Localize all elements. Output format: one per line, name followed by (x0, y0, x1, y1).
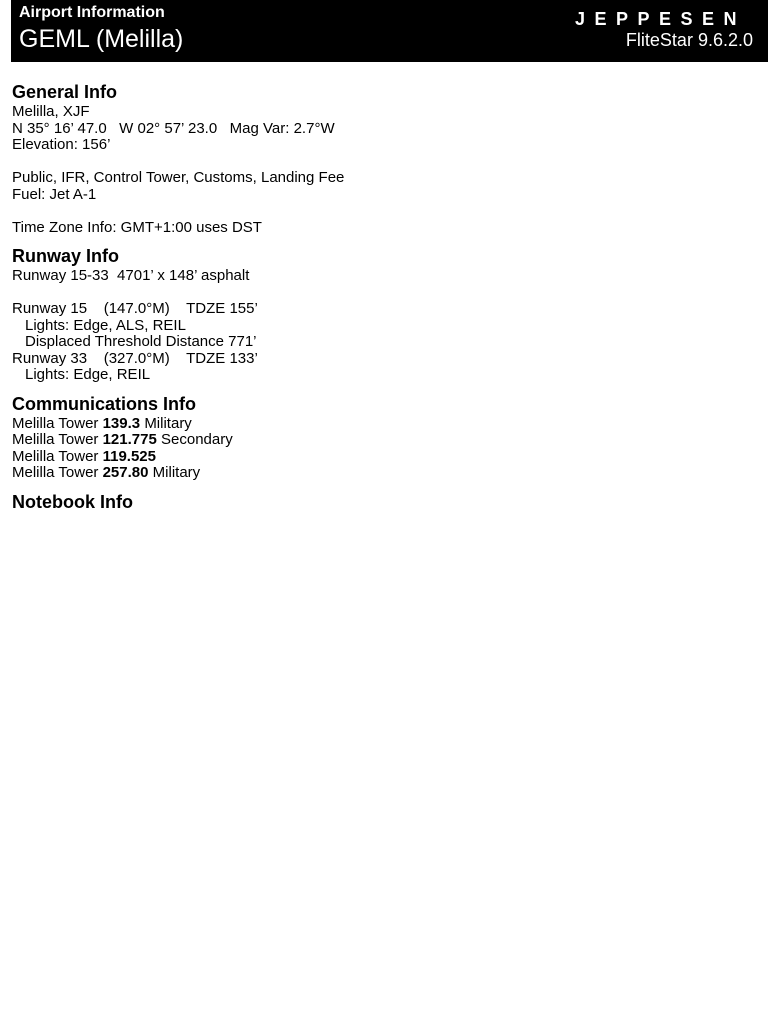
section-spacer (12, 482, 752, 490)
comm-frequency: 119.525 (102, 447, 156, 465)
comm-name: Melilla Tower (12, 464, 99, 481)
runway-summary: Runway 15-33 4701’ x 148’ asphalt (12, 267, 250, 284)
elevation-text: Elevation: 156’ (12, 136, 111, 153)
comm-name: Melilla Tower (12, 414, 99, 432)
runway-15-lights: Lights: Edge, ALS, REIL (25, 316, 186, 334)
spacer (12, 203, 752, 220)
runway-15-text: Runway 15 (147.0°M) TDZE 155’ (12, 300, 258, 317)
section-spacer (12, 236, 752, 244)
runway-33-text: Runway 33 (327.0°M) TDZE 133’ (12, 349, 258, 367)
general-info-section (12, 80, 752, 236)
comm-name: Melilla Tower (12, 447, 99, 465)
comm-note: Secondary (161, 431, 233, 448)
brand-logo: JEPPESEN (574, 9, 746, 29)
coordinates-text: N 35° 16’ 47.0 W 02° 57’ 23.0 Mag Var: 2.7°W (12, 119, 335, 137)
timezone-text: Time Zone Info: GMT+1:00 uses DST (12, 218, 262, 236)
runway-info-section (12, 244, 752, 384)
runway-15-displaced-threshold: Displaced Threshold Distance 771’ (25, 333, 257, 350)
comm-row (12, 416, 752, 433)
comm-row (12, 449, 752, 466)
city-text: Melilla, XJF (12, 103, 90, 120)
comm-name: Melilla Tower (12, 431, 99, 448)
comm-note: Military (152, 464, 201, 481)
attributes-text: Public, IFR, Control Tower, Customs, Landing Fee (12, 169, 345, 186)
app-version: FliteStar 9.6.2.0 (625, 30, 753, 50)
comm-row (12, 465, 752, 482)
comm-row (12, 432, 752, 449)
comm-frequency: 121.775 (102, 431, 157, 448)
comm-frequency: 257.80 (102, 464, 149, 481)
spacer (12, 285, 752, 302)
fuel-text: Fuel: Jet A-1 (12, 185, 97, 203)
communications-info-section (12, 392, 752, 482)
section-spacer (12, 384, 752, 392)
runway-33-lights: Lights: Edge, REIL (25, 366, 151, 383)
runway-info-heading: Runway Info (12, 246, 119, 266)
header-bar (11, 0, 768, 62)
general-info-heading: General Info (12, 82, 118, 102)
page-subtitle: Airport Information (19, 4, 165, 21)
comm-frequency: 139.3 (102, 414, 141, 432)
report-body (12, 80, 752, 514)
notebook-info-section (12, 490, 752, 514)
communications-info-heading: Communications Info (12, 393, 196, 414)
comm-note: Military (144, 414, 192, 432)
spacer (12, 154, 752, 171)
airport-title: GEML (Melilla) (19, 25, 184, 53)
notebook-info-heading: Notebook Info (12, 491, 133, 512)
